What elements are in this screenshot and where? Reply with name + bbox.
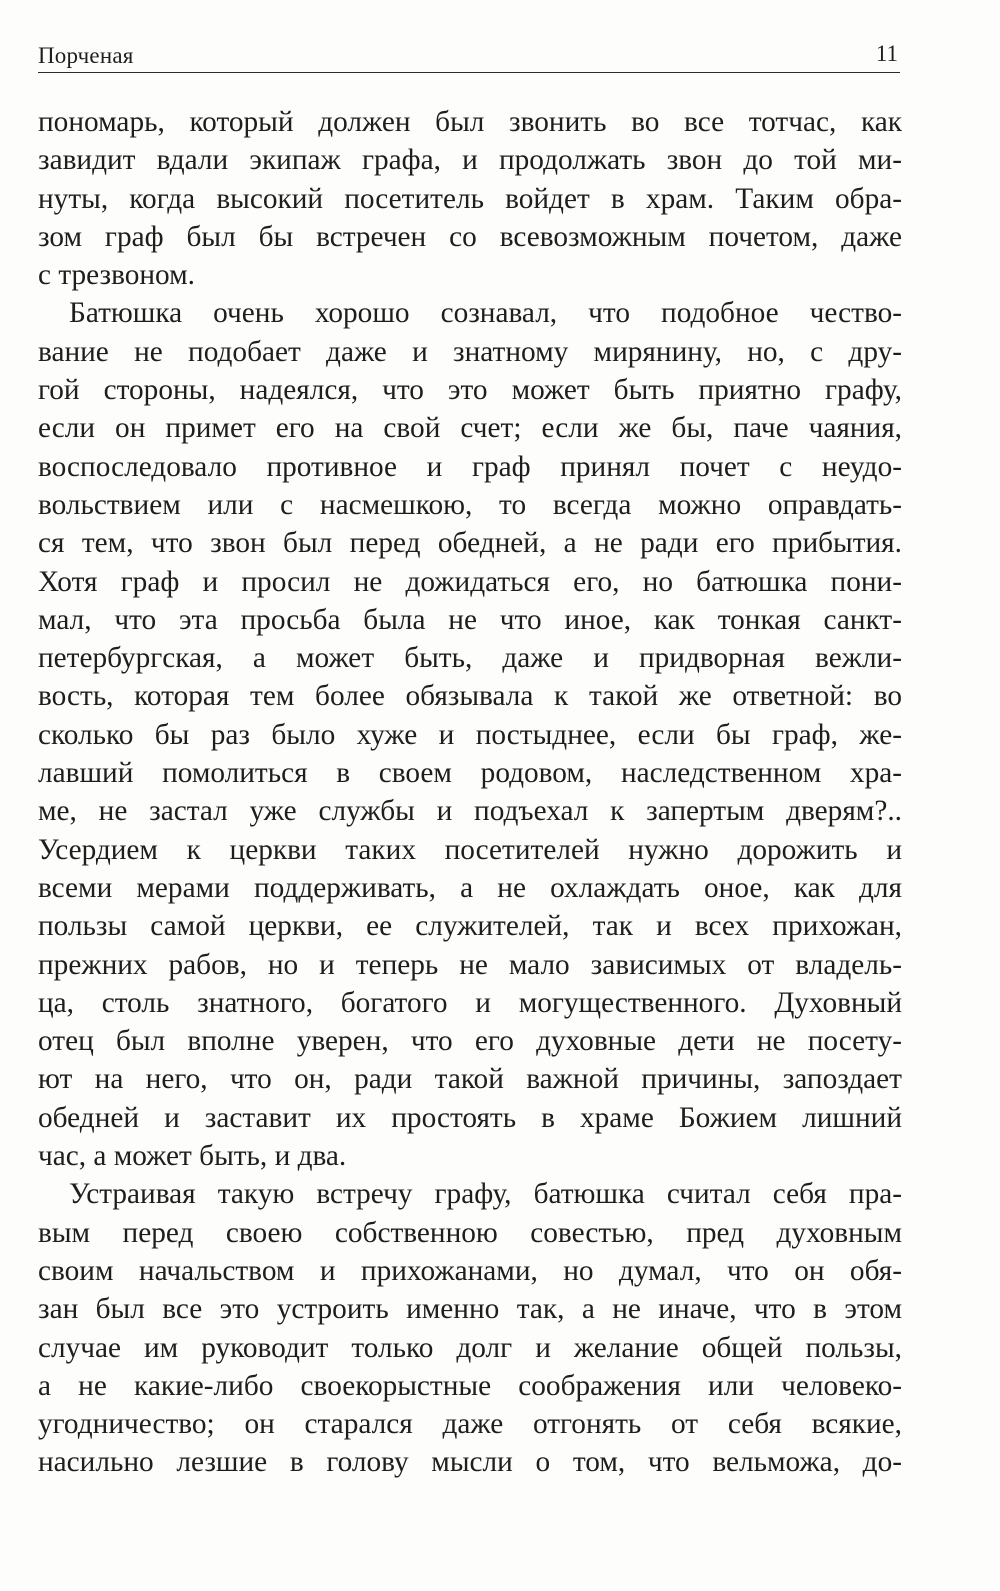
body-text (38, 103, 902, 1482)
text-line: лавший помолиться в своем родовом, наследственном хра- (38, 757, 902, 790)
text-line: Батюшка очень хорошо сознавал, что подобное чество- (69, 297, 902, 330)
text-line: с трезвоном. (38, 259, 195, 292)
text-line: вым перед своею собственною совестью, пред духовным (38, 1216, 902, 1249)
text-line: прежних рабов, но и теперь не мало зависимых от владель- (38, 948, 902, 981)
text-line: если он примет его на свой счет; если же бы, паче чаяния, (38, 412, 902, 445)
text-line: час, а может быть, и два. (38, 1140, 347, 1173)
text-line: вольствием или с насмешкою, то всегда можно оправдать- (38, 488, 902, 521)
text-line: ют на него, что он, ради такой важной причины, запоздает (38, 1063, 902, 1096)
text-line: угодничество; он старался даже отгонять от себя всякие, (38, 1408, 902, 1441)
text-line: зом граф был бы встречен со всевозможным почетом, даже (38, 220, 902, 253)
text-line: завидит вдали экипаж графа, и продолжать звон до той ми- (38, 144, 902, 177)
running-header (38, 38, 900, 73)
page-number: 11 (875, 41, 898, 66)
text-line: нуты, когда высокий посетитель войдет в храм. Таким обра- (38, 182, 902, 215)
text-line: своим начальством и прихожанами, но думал, что он обя- (38, 1254, 902, 1287)
text-line: случае им руководит только долг и желание общей пользы, (38, 1331, 902, 1364)
text-line: зан был все это устроить именно так, а не иначе, что в этом (38, 1293, 902, 1326)
text-line: ца, столь знатного, богатого и могущественного. Духовный (38, 986, 902, 1019)
text-line: всеми мерами поддерживать, а не охлаждать оное, как для (38, 871, 902, 904)
text-line: обедней и заставит их простоять в храме Божием лишний (38, 1101, 902, 1134)
text-line: пономарь, который должен был звонить во все тотчас, как (38, 106, 902, 138)
text-line: Хотя граф и просил не дожидаться его, но батюшка пони- (38, 565, 902, 598)
text-line: отец был вполне уверен, что его духовные дети не посету- (38, 1025, 902, 1058)
text-line: вость, которая тем более обязывала к такой же ответной: во (38, 680, 902, 713)
text-line: сколько бы раз было хуже и постыднее, если бы граф, же- (38, 718, 902, 751)
text-line: петербургская, а может быть, даже и придворная вежли- (38, 642, 902, 675)
text-line: ся тем, что звон был перед обедней, а не ради его прибытия. (38, 527, 902, 560)
text-line: мал, что эта просьба была не что иное, как тонкая санкт- (38, 603, 902, 636)
text-line: Устраивая такую встречу графу, батюшка считал себя пра- (69, 1178, 902, 1211)
text-line: ме, не застал уже службы и подъехал к запертым дверям?.. (38, 795, 902, 828)
text-line: гой стороны, надеялся, что это может быть приятно графу, (38, 374, 902, 407)
running-title: Порченая (38, 43, 134, 68)
text-line: Усердием к церкви таких посетителей нужно дорожить и (38, 833, 902, 866)
text-line: пользы самой церкви, ее служителей, так и всех прихожан, (38, 910, 902, 943)
text-line: вание не подобает даже и знатному мирянину, но, с дру- (38, 335, 902, 368)
text-line: воспоследовало противное и граф принял почет с неудо- (38, 450, 902, 483)
text-line: а не какие-либо своекорыстные соображения или человеко- (38, 1369, 902, 1402)
text-line: насильно лезшие в голову мысли о том, что вельможа, до- (38, 1446, 902, 1479)
